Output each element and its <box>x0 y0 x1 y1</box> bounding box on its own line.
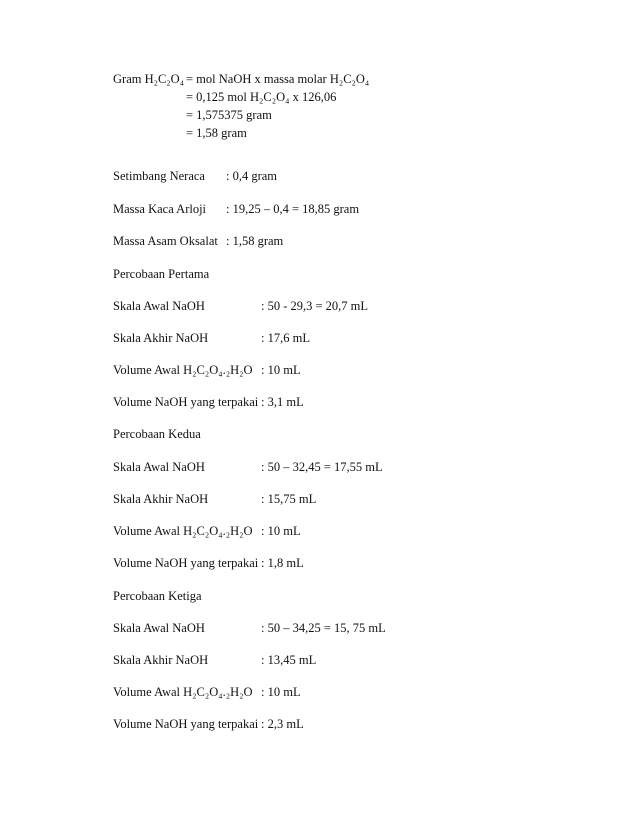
calc-line-2: = 0,125 mol H₂C₂O₄ x 126,06 <box>186 90 337 104</box>
calc-line-3: = 1,575375 gram <box>186 108 272 122</box>
trial-1-row-value: : 50 - 29,3 = 20,7 mL <box>261 299 369 313</box>
trial-3-row-value: : 10 mL <box>261 685 301 699</box>
trial-3-row-label: Skala Awal NaOH <box>113 621 205 635</box>
trial-2-row-label: Skala Akhir NaOH <box>113 492 209 506</box>
weight-value-setimbang: : 0,4 gram <box>226 169 278 183</box>
trial-1-row-label: Skala Akhir NaOH <box>113 331 209 345</box>
weight-value-asam-oksalat: : 1,58 gram <box>226 234 284 248</box>
trial-3-row-value: : 13,45 mL <box>261 653 317 667</box>
trial-1-row-label: Volume Awal H₂C₂O₄.₂H₂O <box>113 363 253 377</box>
trial-2-row-value: : 10 mL <box>261 524 301 538</box>
trial-2-row-label: Volume NaOH yang terpakai <box>113 556 259 570</box>
weight-label-kaca-arloji: Massa Kaca Arloji <box>113 202 207 216</box>
weight-value-kaca-arloji: : 19,25 – 0,4 = 18,85 gram <box>226 202 360 216</box>
trial-1-row-label: Volume NaOH yang terpakai <box>113 395 259 409</box>
weight-label-asam-oksalat: Massa Asam Oksalat <box>113 234 218 248</box>
trial-2-row-value: : 15,75 mL <box>261 492 317 506</box>
trial-3-title: Percobaan Ketiga <box>113 589 202 603</box>
trial-3-row-value: : 50 – 34,25 = 15, 75 mL <box>261 621 386 635</box>
trial-1-row-value: : 17,6 mL <box>261 331 310 345</box>
trial-3-row-label: Skala Akhir NaOH <box>113 653 209 667</box>
trial-2-row-label: Skala Awal NaOH <box>113 460 205 474</box>
trial-2-row-label: Volume Awal H₂C₂O₄.₂H₂O <box>113 524 253 538</box>
trial-3-row-value: : 2,3 mL <box>261 717 304 731</box>
weight-label-setimbang: Setimbang Neraca <box>113 169 205 183</box>
trial-2-row-value: : 50 – 32,45 = 17,55 mL <box>261 460 383 474</box>
trial-1-title: Percobaan Pertama <box>113 267 210 281</box>
trial-2-title: Percobaan Kedua <box>113 427 201 441</box>
trial-3-row-label: Volume Awal H₂C₂O₄.₂H₂O <box>113 685 253 699</box>
calc-line-1: = mol NaOH x massa molar H₂C₂O₄ <box>186 72 370 86</box>
trial-1-row-value: : 10 mL <box>261 363 301 377</box>
calc-label: Gram H₂C₂O₄ <box>113 72 185 86</box>
calc-line-4: = 1,58 gram <box>186 126 247 140</box>
trial-3-row-label: Volume NaOH yang terpakai <box>113 717 259 731</box>
trial-1-row-label: Skala Awal NaOH <box>113 299 205 313</box>
trial-1-row-value: : 3,1 mL <box>261 395 304 409</box>
trial-2-row-value: : 1,8 mL <box>261 556 304 570</box>
